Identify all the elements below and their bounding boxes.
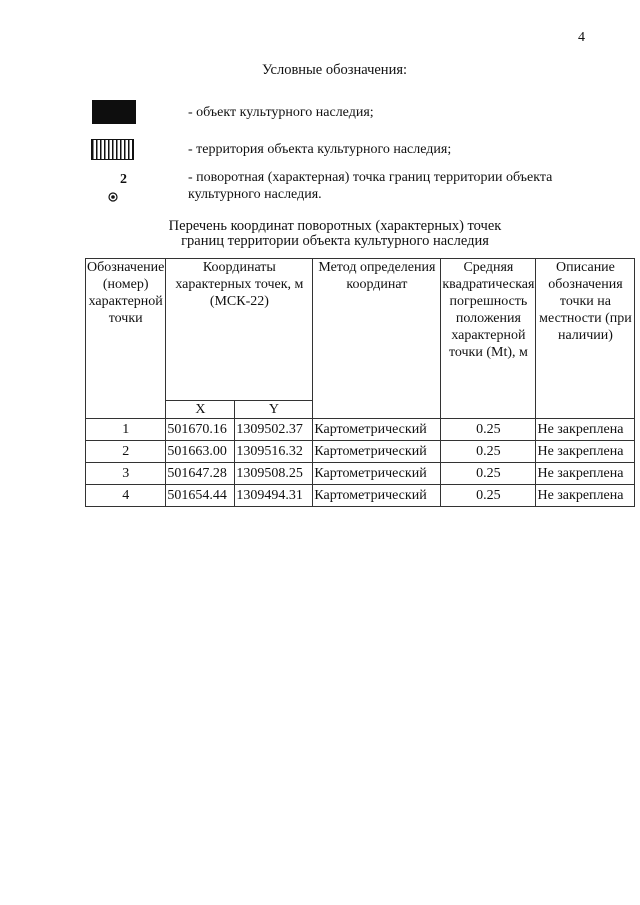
- header-designation: Обозначение (номер) характерной точки: [86, 259, 166, 419]
- header-method: Метод определения координат: [313, 259, 441, 419]
- table-header-row: [86, 259, 635, 401]
- table-row: [86, 485, 635, 507]
- cell-y: 1309508.25: [235, 463, 313, 485]
- header-coordinates: Координаты характерных точек, м (МСК-22): [166, 259, 313, 401]
- cell-x: 501654.44: [166, 485, 235, 507]
- cell-y: 1309494.31: [235, 485, 313, 507]
- cell-error: 0.25: [441, 485, 536, 507]
- legend-item-territory: - территория объекта культурного наследия;: [188, 142, 452, 157]
- legend-item-turning-point: - поворотная (характерная) точка границ территории объекта культурного наследия.: [188, 170, 553, 202]
- cell-description: Не закреплена: [536, 463, 635, 485]
- page-number: 4: [578, 30, 585, 45]
- coordinates-table: [85, 258, 635, 507]
- cell-description: Не закреплена: [536, 441, 635, 463]
- legend-item-object: - объект культурного наследия;: [188, 105, 374, 120]
- cell-method: Картометрический: [313, 463, 441, 485]
- list-title-line-2: границ территории объекта культурного наследия: [181, 233, 489, 249]
- turning-point-number: 2: [120, 172, 127, 187]
- cell-method: Картометрический: [313, 419, 441, 441]
- list-title-line-1: Перечень координат поворотных (характерных) точек: [168, 218, 502, 234]
- turning-point-icon: [108, 192, 118, 202]
- cell-number: 2: [86, 441, 166, 463]
- cell-method: Картометрический: [313, 485, 441, 507]
- cell-method: Картометрический: [313, 441, 441, 463]
- header-error: Средняя квадратическая погрешность положения характерной точки (Mt), м: [441, 259, 536, 419]
- heritage-territory-swatch: [91, 139, 134, 160]
- table-row: [86, 463, 635, 485]
- cell-number: 1: [86, 419, 166, 441]
- cell-number: 4: [86, 485, 166, 507]
- cell-y: 1309516.32: [235, 441, 313, 463]
- header-description: Описание обозначения точки на местности (при наличии): [536, 259, 635, 419]
- table-row: [86, 441, 635, 463]
- cell-description: Не закреплена: [536, 485, 635, 507]
- header-y: Y: [235, 401, 313, 419]
- coordinates-list-title: [0, 219, 640, 249]
- cell-x: 501663.00: [166, 441, 235, 463]
- cell-error: 0.25: [441, 463, 536, 485]
- cell-description: Не закреплена: [536, 419, 635, 441]
- cell-number: 3: [86, 463, 166, 485]
- header-x: X: [166, 401, 235, 419]
- cell-error: 0.25: [441, 419, 536, 441]
- cell-error: 0.25: [441, 441, 536, 463]
- table-row: [86, 419, 635, 441]
- cell-x: 501647.28: [166, 463, 235, 485]
- cell-x: 501670.16: [166, 419, 235, 441]
- heritage-object-swatch: [92, 100, 136, 124]
- cell-y: 1309502.37: [235, 419, 313, 441]
- legend-title: Условные обозначения:: [262, 62, 408, 78]
